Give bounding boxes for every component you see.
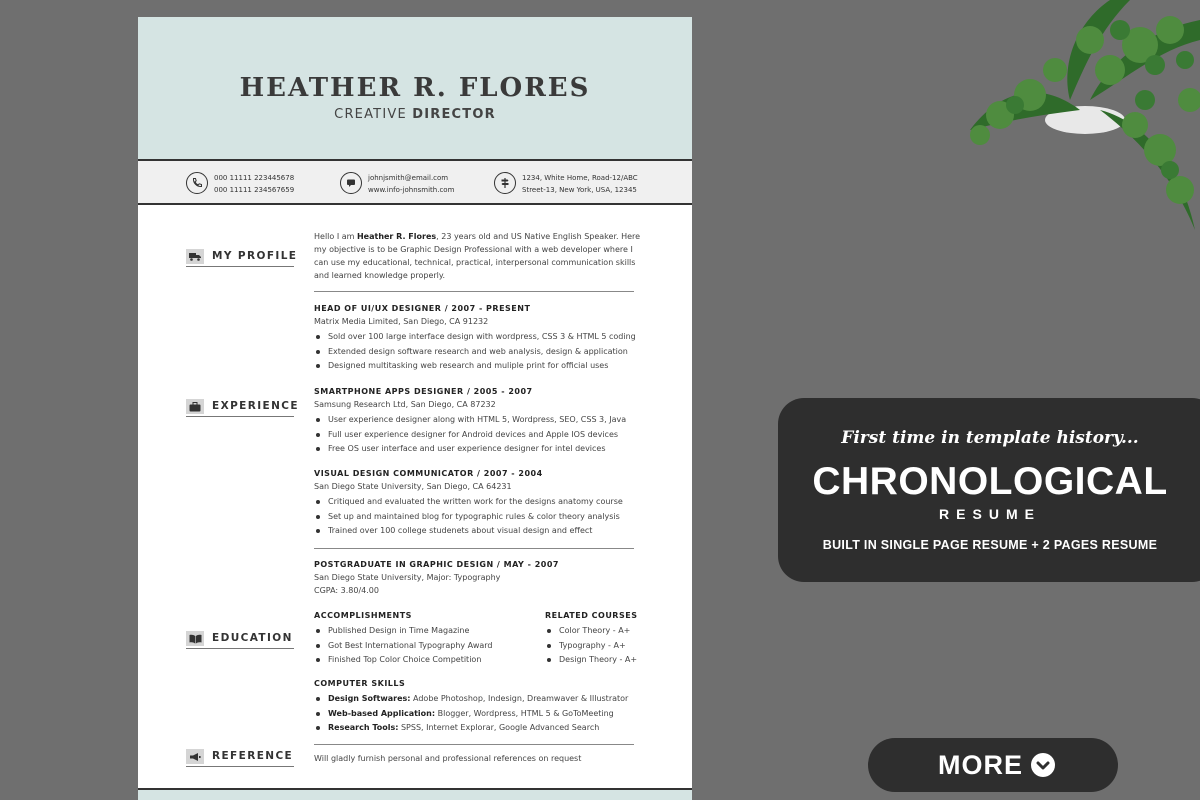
accomplishment-item: Published Design in Time Magazine [314, 624, 534, 639]
reference-line: Will gladly furnish personal and professional references on request [314, 754, 582, 763]
profile-intro: Hello I am [314, 232, 357, 241]
job-bullet: Set up and maintained blog for typographic rules & color theory analysis [314, 510, 634, 525]
promo-subheadline: RESUME [939, 506, 1041, 522]
phone-1: 000 11111 223445678 [214, 174, 295, 182]
more-button-label: MORE [938, 750, 1023, 780]
accomplishment-item: Finished Top Color Choice Competition [314, 653, 534, 668]
truck-icon [186, 249, 204, 264]
section-title-experience: EXPERIENCE [212, 400, 299, 412]
skill-label: Design Softwares: [328, 694, 411, 703]
skill-value: SPSS, Internet Explorar, Google Advanced Search [398, 723, 600, 732]
promo-built-text: BUILT IN SINGLE PAGE RESUME + 2 PAGES RESUME [822, 538, 1158, 552]
book-icon [186, 631, 204, 646]
job-bullet: User experience designer along with HTML 5, Wordpress, SEO, CSS 3, Java [314, 413, 634, 428]
accomplishments-title: ACCOMPLISHMENTS [314, 611, 412, 620]
job-company: Samsung Research Ltd, San Diego, CA 87232 [314, 400, 496, 409]
job-title-main: DIRECTOR [412, 107, 496, 122]
chat-bubble-icon [340, 172, 362, 194]
accomplishment-item: Got Best International Typography Award [314, 639, 534, 654]
job-heading: VISUAL DESIGN COMMUNICATOR / 2007 - 2004 [314, 469, 543, 478]
resume-header [138, 17, 692, 159]
accomplishments [314, 609, 534, 668]
profile-line-2: my objective is to be Graphic Design Professional with a web developer where I [314, 245, 633, 254]
chevron-down-icon [1031, 753, 1055, 777]
courses-title: RELATED COURSES [545, 611, 638, 620]
education-school: San Diego State University, Major: Typography [314, 573, 501, 582]
megaphone-icon [186, 749, 204, 764]
skill-label: Research Tools: [328, 723, 399, 732]
computer-skills [314, 677, 634, 736]
email: johnjsmith@email.com [368, 174, 449, 182]
promo-headline: CHRONOLOGICAL [812, 460, 1168, 503]
address-2: Street-13, New York, USA, 12345 [522, 186, 637, 194]
job-bullet: Extended design software research and web analysis, design & application [314, 345, 634, 360]
skill-item [314, 692, 634, 707]
course-item: Design Theory - A+ [545, 653, 655, 668]
course-item: Typography - A+ [545, 639, 655, 654]
job-bullet: Critiqued and evaluated the written work for the designs anatomy course [314, 495, 634, 510]
job-entry [314, 385, 634, 457]
job-bullet: Designed multitasking web research and muliple print for official uses [314, 359, 634, 374]
profile-name: Heather R. Flores [356, 232, 437, 241]
skill-value: Adobe Photoshop, Indesign, Dreamwaver & Illustrator [410, 694, 629, 703]
section-label-reference [186, 748, 294, 767]
address-1: 1234, White Home, Road-12/ABC [522, 174, 638, 182]
related-courses [545, 609, 655, 668]
job-entry [314, 302, 634, 374]
job-entry [314, 467, 634, 539]
phone-2: 000 11111 234567659 [214, 186, 295, 194]
skills-title: COMPUTER SKILLS [314, 679, 406, 688]
skill-item [314, 707, 634, 722]
contact-bar [138, 159, 692, 205]
section-label-profile [186, 248, 298, 267]
plant-decoration [960, 0, 1200, 240]
section-title-profile: MY PROFILE [212, 250, 298, 262]
promo-tagline: First time in template history... [841, 428, 1139, 448]
reference-text [314, 752, 634, 765]
resume-job-title [138, 107, 692, 122]
more-button[interactable] [868, 738, 1118, 792]
briefcase-icon [186, 399, 204, 414]
profile-text [314, 230, 641, 282]
skill-item [314, 721, 634, 736]
job-bullet: Trained over 100 college studenets about visual design and effect [314, 524, 634, 539]
section-label-education [186, 630, 294, 649]
section-label-experience [186, 398, 299, 417]
section-title-reference: REFERENCE [212, 750, 294, 762]
resume-footer [138, 788, 692, 800]
education-heading: POSTGRADUATE IN GRAPHIC DESIGN / MAY - 2007 [314, 560, 559, 569]
education-entry [314, 558, 634, 597]
job-bullet: Free OS user interface and user experience designer for intel devices [314, 442, 634, 457]
course-item: Color Theory - A+ [545, 624, 655, 639]
job-bullet: Sold over 100 large interface design with wordpress, CSS 3 & HTML 5 coding [314, 330, 634, 345]
profile-line-4: and learned knowledge properly. [314, 271, 446, 280]
resume-page [138, 17, 692, 800]
divider [314, 744, 634, 745]
job-title-prefix: CREATIVE [334, 107, 407, 122]
job-company: San Diego State University, San Diego, CA 64231 [314, 482, 512, 491]
phone-icon [186, 172, 208, 194]
promo-banner [778, 398, 1200, 582]
skill-label: Web-based Application: [328, 708, 436, 718]
profile-line-3: can use my educational, technical, practical, interpersonal communication skills [314, 258, 636, 267]
signpost-icon [494, 172, 516, 194]
education-cgpa: CGPA: 3.80/4.00 [314, 586, 379, 595]
job-company: Matrix Media Limited, San Diego, CA 91232 [314, 317, 489, 326]
website: www.info-johnsmith.com [368, 186, 455, 194]
job-bullet: Full user experience designer for Android devices and Apple IOS devices [314, 428, 634, 443]
section-title-education: EDUCATION [212, 632, 293, 644]
skill-value: Blogger, Wordpress, HTML 5 & GoToMeeting [435, 708, 614, 718]
resume-name: HEATHER R. FLORES [239, 73, 591, 103]
job-heading: HEAD OF UI/UX DESIGNER / 2007 - PRESENT [314, 304, 531, 313]
divider [314, 291, 634, 292]
profile-line-1: , 23 years old and US Native English Speaker. Here [436, 232, 641, 241]
job-heading: SMARTPHONE APPS DESIGNER / 2005 - 2007 [314, 387, 533, 396]
divider [314, 548, 634, 549]
